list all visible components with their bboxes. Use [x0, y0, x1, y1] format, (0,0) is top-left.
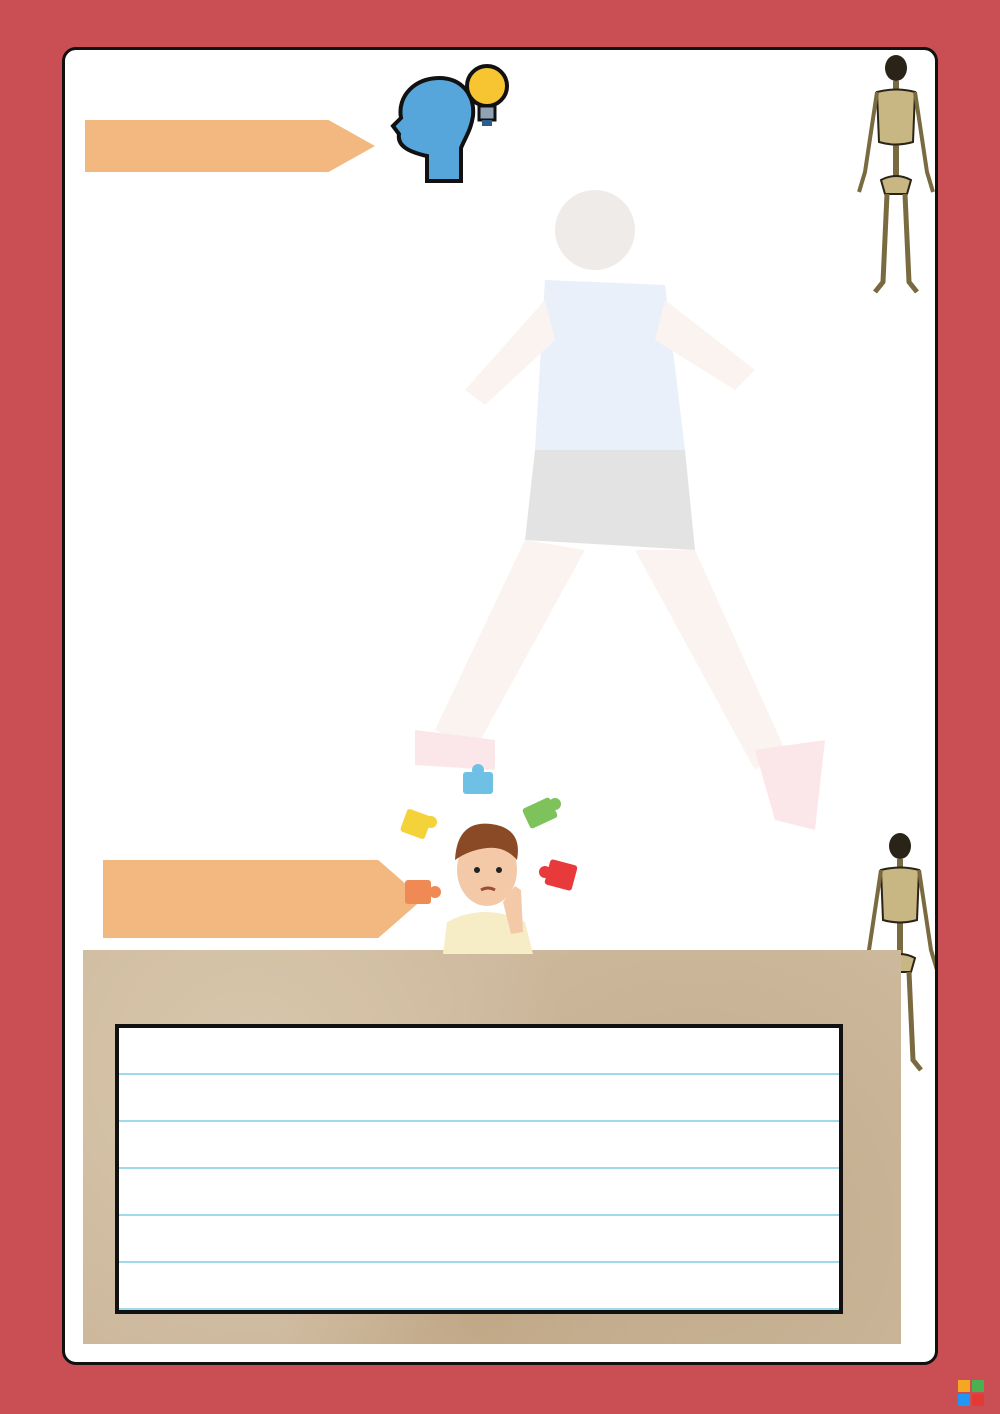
- runner-background-icon: [355, 190, 855, 850]
- activity-2-tag: [103, 860, 423, 938]
- puzzle-piece-icon: [400, 808, 437, 839]
- skeleton-icon: [853, 52, 938, 296]
- liveworksheets-logo: [958, 1380, 988, 1406]
- answer-box[interactable]: [115, 1024, 843, 1314]
- thinking-boy-icon: [395, 762, 595, 954]
- puzzle-piece-icon: [539, 859, 578, 891]
- worksheet-card: [62, 47, 938, 1365]
- head-lightbulb-icon: [387, 56, 517, 186]
- puzzle-piece-icon: [405, 880, 441, 904]
- puzzle-piece-icon: [522, 797, 561, 830]
- puzzle-piece-icon: [463, 764, 493, 794]
- liveworksheets-grid-icon: [958, 1380, 984, 1406]
- activity-1-tag: [85, 120, 375, 172]
